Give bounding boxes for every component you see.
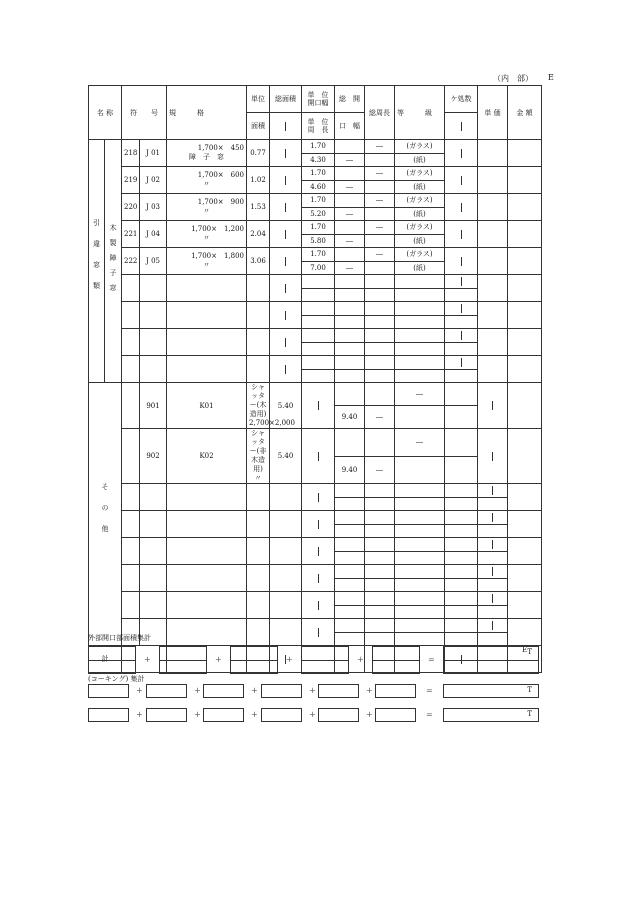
symbol-header: 符 号 bbox=[130, 108, 159, 117]
caulk-box[interactable] bbox=[375, 708, 416, 722]
spec-size: 1,700× 1,800 bbox=[191, 252, 245, 260]
caulk-summary-label: (コーキング) 集計 bbox=[88, 675, 145, 683]
row-code: J 02 bbox=[146, 176, 160, 184]
unit-width: 1.70 bbox=[310, 142, 326, 151]
unit-width: 1.70 bbox=[310, 223, 326, 232]
tick-mark bbox=[492, 452, 493, 461]
spec-size: 1,700× 900 bbox=[197, 198, 245, 206]
row-number: 222 bbox=[124, 257, 138, 265]
unit-area: 1.53 bbox=[250, 203, 266, 211]
tick-mark bbox=[318, 574, 319, 583]
group-other bbox=[89, 383, 122, 646]
caulk-box[interactable] bbox=[261, 708, 302, 722]
caulk-box[interactable] bbox=[318, 684, 359, 698]
dash: ― bbox=[376, 196, 384, 205]
plus-sign: + bbox=[251, 710, 258, 719]
sum-box[interactable] bbox=[159, 646, 207, 674]
sum-box[interactable] bbox=[301, 646, 349, 674]
tick-mark bbox=[492, 567, 493, 576]
table-row bbox=[89, 248, 542, 262]
dash: ― bbox=[376, 413, 384, 421]
table-row bbox=[89, 140, 542, 154]
col-spec bbox=[167, 86, 247, 140]
grade-glass: (ガラス) bbox=[406, 169, 433, 178]
caulk-box[interactable] bbox=[146, 684, 187, 698]
tick-mark bbox=[461, 331, 462, 340]
col-total-area bbox=[270, 86, 302, 113]
plus-sign: + bbox=[136, 686, 143, 695]
plus-sign: + bbox=[309, 710, 316, 719]
tick-mark bbox=[461, 203, 462, 212]
grade-glass: (ガラス) bbox=[406, 142, 433, 151]
col-symbol bbox=[122, 86, 167, 140]
group-label: 引違窓類 bbox=[92, 219, 101, 303]
row-number: 219 bbox=[124, 176, 138, 184]
unit-T: T bbox=[527, 710, 532, 718]
total-open-header: 総 開 bbox=[339, 95, 361, 103]
col-grade bbox=[395, 86, 445, 140]
unit-area: 5.40 bbox=[277, 452, 294, 460]
tick-mark bbox=[492, 621, 493, 630]
plus-sign: + bbox=[194, 710, 201, 719]
table-row bbox=[89, 194, 542, 208]
grade-glass: (ガラス) bbox=[406, 196, 433, 205]
tick-mark bbox=[492, 401, 493, 410]
total-label: 計 bbox=[101, 655, 109, 663]
caulk-box[interactable] bbox=[375, 684, 416, 698]
spec-header: 規 格 bbox=[169, 108, 205, 117]
row-code: J 05 bbox=[146, 257, 160, 265]
unit-area: 5.40 bbox=[277, 401, 294, 410]
unit-area: 3.06 bbox=[250, 257, 266, 265]
tick-mark bbox=[285, 365, 286, 374]
section-label: （内 部） bbox=[493, 74, 533, 83]
tick-mark bbox=[461, 257, 462, 266]
group-label: その他 bbox=[101, 482, 110, 546]
unit-perimeter: 4.30 bbox=[310, 155, 326, 164]
dash: ― bbox=[346, 182, 354, 191]
dash: ― bbox=[346, 209, 354, 218]
grade-paper: (紙) bbox=[413, 155, 426, 164]
table-row bbox=[89, 429, 542, 457]
dash: ― bbox=[346, 155, 354, 164]
caulk-box[interactable] bbox=[88, 708, 129, 722]
tick-mark bbox=[285, 311, 286, 320]
sum-box[interactable] bbox=[372, 646, 420, 674]
plus-sign: + bbox=[309, 686, 316, 695]
row-code: K02 bbox=[199, 452, 214, 460]
row-code: K01 bbox=[199, 401, 214, 410]
tick-mark bbox=[285, 338, 286, 347]
tick-mark bbox=[285, 284, 286, 293]
sum-box[interactable] bbox=[230, 646, 278, 674]
col-places bbox=[445, 86, 478, 113]
dash: ― bbox=[376, 169, 384, 178]
grade-paper: (紙) bbox=[413, 236, 426, 245]
amount-header: 金 額 bbox=[516, 108, 533, 117]
dash: ― bbox=[416, 438, 424, 447]
unit-perimeter: 4.60 bbox=[310, 182, 326, 191]
tick-mark bbox=[461, 122, 462, 131]
tick-mark bbox=[318, 547, 319, 556]
spec-size: 〃 bbox=[254, 474, 262, 482]
total-open-sub-header: 口 幅 bbox=[339, 122, 361, 130]
grade-header: 等 級 bbox=[397, 108, 433, 117]
row-code: J 04 bbox=[146, 230, 160, 238]
table-row bbox=[89, 275, 542, 289]
spec-size: 1,700× 450 bbox=[197, 144, 245, 152]
dash: ― bbox=[376, 223, 384, 232]
table-row bbox=[89, 592, 542, 606]
dash: ― bbox=[416, 390, 424, 398]
total-peri-header: 総周長 bbox=[369, 108, 391, 117]
group-wood bbox=[105, 140, 122, 383]
grade-glass: (ガラス) bbox=[406, 223, 433, 232]
tick-mark bbox=[318, 628, 319, 637]
table-row bbox=[89, 484, 542, 498]
plus-sign: + bbox=[144, 655, 151, 664]
unit-peri-header: 単 位 周 長 bbox=[307, 118, 329, 134]
tick-mark bbox=[461, 230, 462, 239]
unit-area: 0.77 bbox=[250, 149, 266, 157]
dash: ― bbox=[376, 465, 384, 474]
unit-perimeter: 5.20 bbox=[310, 209, 326, 218]
equals-sign: = bbox=[426, 686, 433, 695]
total-area-header: 総面積 bbox=[275, 95, 297, 103]
table-row bbox=[89, 565, 542, 579]
places-header: ケ処数 bbox=[450, 95, 472, 103]
tick-mark bbox=[285, 122, 286, 131]
unit-width: 1.70 bbox=[310, 169, 326, 178]
spec-size: 1,700× 1,200 bbox=[191, 225, 245, 233]
unit-width: 1.70 bbox=[310, 250, 326, 259]
unit-perimeter: 5.80 bbox=[310, 236, 326, 245]
table-row bbox=[89, 538, 542, 552]
caulk-result-box[interactable] bbox=[443, 708, 539, 722]
tick-mark bbox=[285, 203, 286, 212]
quantity-table bbox=[88, 85, 542, 673]
plus-sign: + bbox=[286, 655, 293, 664]
tick-mark bbox=[318, 493, 319, 502]
col-amount bbox=[508, 86, 542, 140]
row-code: J 01 bbox=[146, 149, 160, 157]
grade-glass: (ガラス) bbox=[406, 250, 433, 259]
table-row bbox=[89, 167, 542, 181]
spec-size: 1,700× 600 bbox=[197, 171, 245, 179]
spec-type: 障 子 窓 bbox=[189, 153, 225, 161]
plus-sign: + bbox=[251, 686, 258, 695]
unit-perimeter: 9.40 bbox=[341, 413, 358, 421]
tick-mark bbox=[318, 452, 319, 461]
table-row bbox=[89, 619, 542, 633]
table-row bbox=[89, 511, 542, 525]
table-row bbox=[89, 302, 542, 316]
section-code: E bbox=[548, 73, 554, 82]
unit-area: 1.02 bbox=[250, 176, 266, 184]
spec-type: 〃 bbox=[203, 180, 211, 188]
dash: ― bbox=[376, 142, 384, 151]
plus-sign: + bbox=[136, 710, 143, 719]
dash: ― bbox=[346, 263, 354, 272]
unit-perimeter: 7.00 bbox=[310, 263, 326, 272]
caulk-box[interactable] bbox=[203, 708, 244, 722]
table-row bbox=[89, 356, 542, 370]
row-number: 220 bbox=[124, 203, 138, 211]
table-row bbox=[89, 329, 542, 343]
row-code: J 03 bbox=[146, 203, 160, 211]
plus-sign: + bbox=[194, 686, 201, 695]
grade-paper: (紙) bbox=[413, 182, 426, 191]
unit-T: T bbox=[527, 686, 532, 694]
group-sliding bbox=[89, 140, 105, 383]
tick-mark bbox=[318, 601, 319, 610]
unit-width: 1.70 bbox=[310, 196, 326, 205]
unit-sub-header: 面積 bbox=[251, 122, 266, 130]
caulk-box[interactable] bbox=[146, 708, 187, 722]
ext-summary-label: 外部開口部面積集計 bbox=[88, 634, 151, 642]
grade-paper: (紙) bbox=[413, 263, 426, 272]
tick-mark bbox=[285, 230, 286, 239]
caulk-box[interactable] bbox=[203, 684, 244, 698]
row-number: 901 bbox=[146, 401, 160, 410]
unit-area: 2.04 bbox=[250, 230, 266, 238]
caulk-box[interactable] bbox=[261, 684, 302, 698]
unit-header: 単位 bbox=[251, 95, 266, 103]
col-total-open bbox=[335, 86, 365, 113]
tick-mark bbox=[285, 149, 286, 158]
tick-mark bbox=[461, 277, 462, 286]
plus-sign: + bbox=[357, 655, 364, 664]
table-row bbox=[89, 383, 542, 406]
dash: ― bbox=[346, 236, 354, 245]
sum-box[interactable] bbox=[88, 646, 136, 674]
price-header: 単 価 bbox=[484, 108, 501, 117]
tick-mark bbox=[461, 304, 462, 313]
tick-mark bbox=[492, 486, 493, 495]
tick-mark bbox=[285, 257, 286, 266]
caulk-box[interactable] bbox=[88, 684, 129, 698]
spec-type: シャッター(木造用) bbox=[249, 383, 267, 418]
unit-T: T bbox=[527, 648, 532, 656]
tick-mark bbox=[492, 540, 493, 549]
spec-type: 〃 bbox=[203, 234, 211, 242]
row-number: 221 bbox=[124, 230, 138, 238]
name-header: 名 称 bbox=[96, 108, 114, 117]
col-unit bbox=[247, 86, 270, 113]
spec-type: 〃 bbox=[203, 207, 211, 215]
subgroup-label: 木製障子窓 bbox=[109, 223, 118, 299]
unit-perimeter: 9.40 bbox=[341, 465, 358, 474]
tick-mark bbox=[492, 594, 493, 603]
spec-type: 〃 bbox=[203, 261, 211, 269]
tick-mark bbox=[461, 358, 462, 367]
tick-mark bbox=[492, 513, 493, 522]
col-name bbox=[89, 86, 122, 140]
tick-mark bbox=[318, 401, 319, 410]
plus-sign: + bbox=[366, 710, 373, 719]
row-number: 902 bbox=[146, 452, 160, 460]
col-unit-open bbox=[302, 86, 335, 113]
caulk-box[interactable] bbox=[318, 708, 359, 722]
plus-sign: + bbox=[366, 686, 373, 695]
dash: ― bbox=[376, 250, 384, 259]
equals-sign: = bbox=[428, 655, 435, 664]
col-price bbox=[478, 86, 508, 140]
grade-paper: (紙) bbox=[413, 209, 426, 218]
tick-mark bbox=[461, 149, 462, 158]
total-code: E bbox=[521, 646, 528, 654]
spec-type: シャッター(非木造用) bbox=[249, 429, 267, 473]
unit-open-header: 単 位 開口幅 bbox=[307, 91, 329, 107]
table-row bbox=[89, 221, 542, 235]
equals-sign: = bbox=[426, 710, 433, 719]
caulk-result-box[interactable] bbox=[443, 684, 539, 698]
plus-sign: + bbox=[215, 655, 222, 664]
row-number: 218 bbox=[124, 149, 138, 157]
tick-mark bbox=[285, 176, 286, 185]
tick-mark bbox=[318, 520, 319, 529]
col-total-peri bbox=[365, 86, 395, 140]
tick-mark bbox=[461, 176, 462, 185]
spec-size: 2,700×2,000 bbox=[249, 419, 295, 427]
sum-result-box[interactable] bbox=[443, 646, 539, 674]
